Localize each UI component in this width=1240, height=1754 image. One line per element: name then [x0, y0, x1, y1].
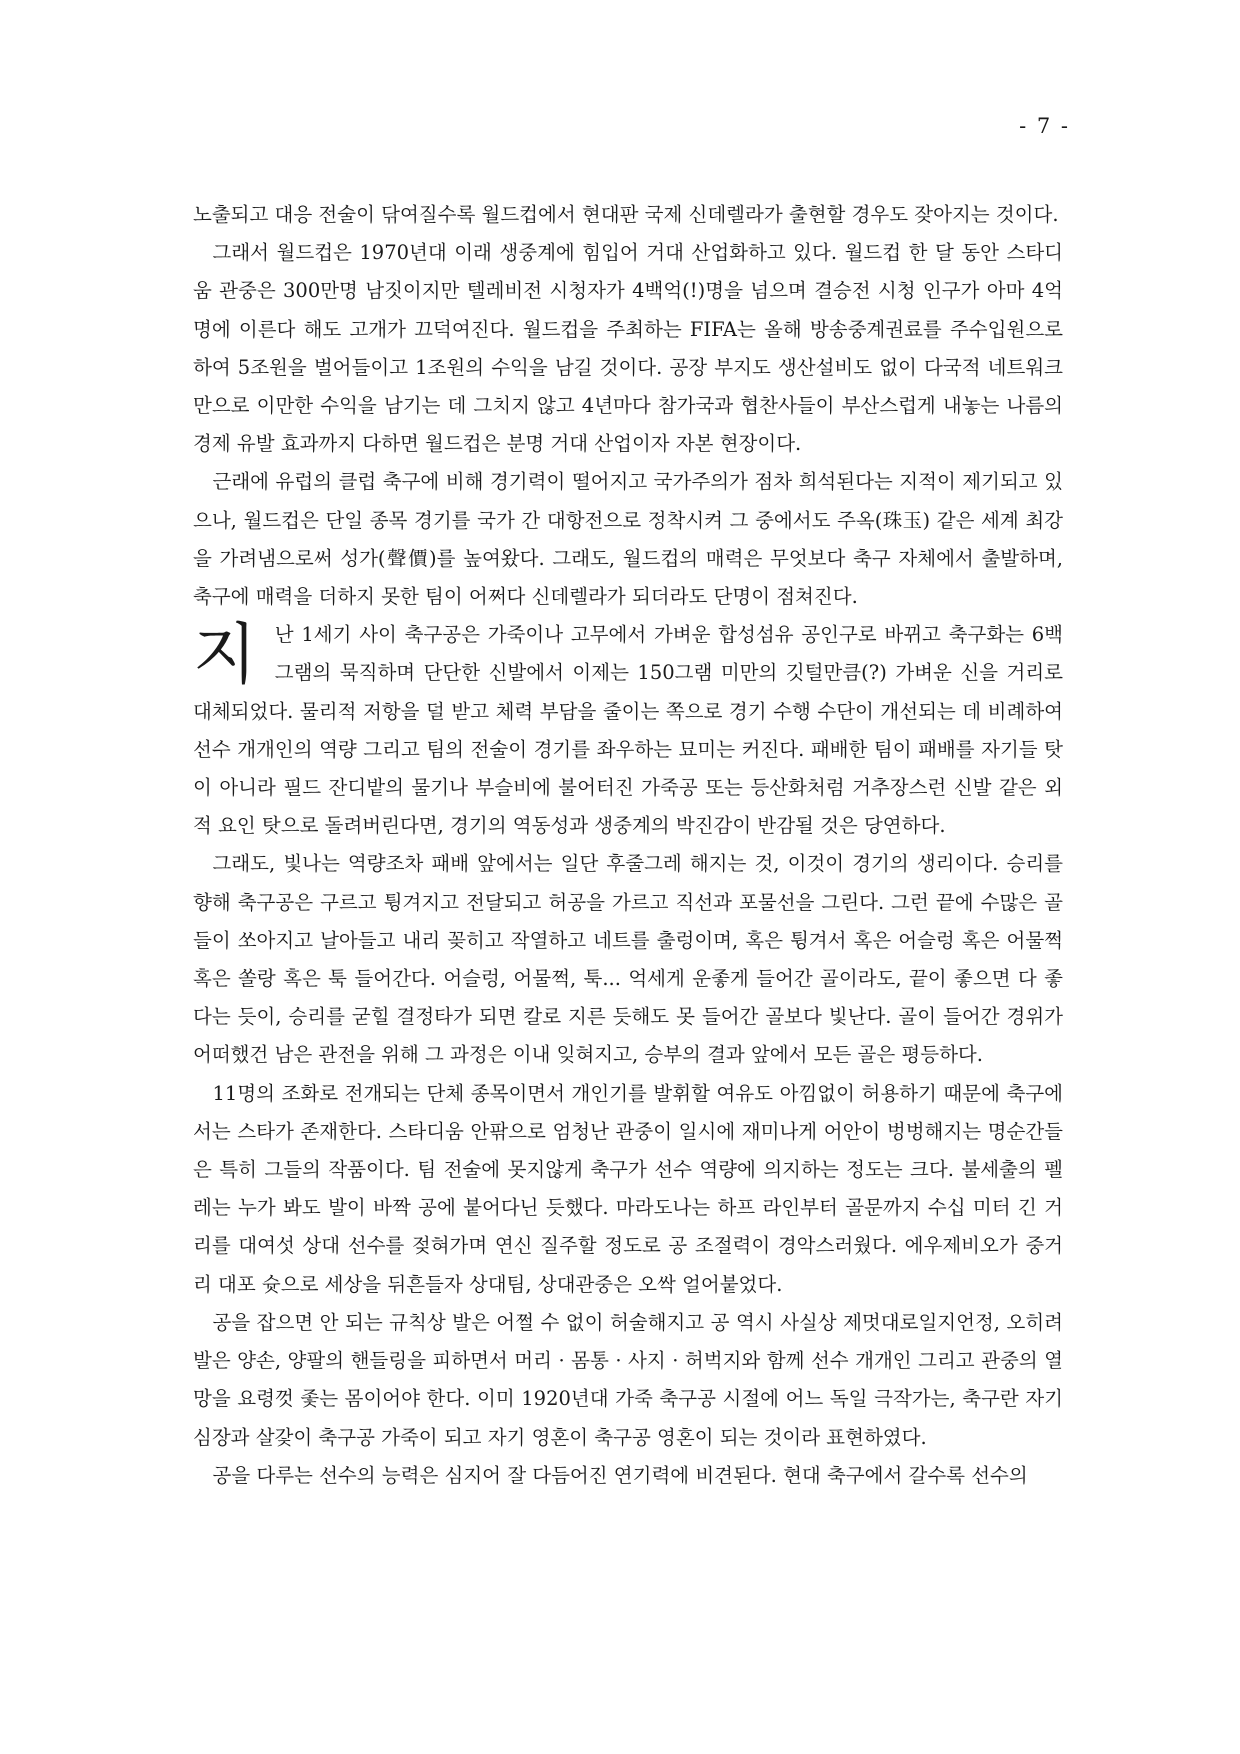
paragraph-4 [193, 616, 1063, 845]
paragraph-1: 노출되고 대응 전술이 닦여질수록 월드컵에서 현대판 국제 신데렐라가 출현할 경우도 잦아지는 것이다. [193, 203, 1059, 226]
page-number: - 7 - [1019, 114, 1070, 138]
paragraph-4-text: 난 1세기 사이 축구공은 가죽이나 고무에서 가벼운 합성섬유 공인구로 바뀌고 축구화는 6백그램의 묵직하며 단단한 신발에서 이제는 150그램 미만의 깃털만큼(?) 가벼운 신을 거리로 대체되었다. 물리적 저항을 덜 받고 체력 부담을 줄이는 쪽으로 경기 수행 수단이 개선되는 데 비례하여 선수 개개인의 역량 그리고 팀의 전술이 경기를 좌우하는 묘미는 커진다. 패배한 팀이 패배를 자기들 탓이 아니라 필드 잔디밭의 물기나 부슬비에 불어터진 가죽공 또는 등산화처럼 거추장스런 신발 같은 외적 요인 탓으로 돌려버린다면, 경기의 역동성과 생중계의 박진감이 반감될 것은 당연하다. [193, 623, 1063, 838]
paragraph-6: 11명의 조화로 전개되는 단체 종목이면서 개인기를 발휘할 여유도 아낌없이 허용하기 때문에 축구에서는 스타가 존재한다. 스타디움 안팎으로 엄청난 관중이 일시에 재미나게 어안이 벙벙해지는 명순간들은 특히 그들의 작품이다. 팀 전술에 못지않게 축구가 선수 역량에 의지하는 정도는 크다. 불세출의 펠레는 누가 봐도 발이 바짝 공에 붙어다닌 듯했다. 마라도나는 하프 라인부터 골문까지 수십 미터 긴 거리를 대여섯 상대 선수를 젖혀가며 연신 질주할 정도로 공 조절력이 경악스러웠다. 에우제비오가 중거리 대포 슛으로 세상을 뒤흔들자 상대팀, 상대관중은 오싹 얼어붙었다. [193, 1081, 1063, 1296]
paragraph-3: 근래에 유럽의 클럽 축구에 비해 경기력이 떨어지고 국가주의가 점차 희석된다는 지적이 제기되고 있으나, 월드컵은 단일 종목 경기를 국가 간 대항전으로 정착시켜 그 중에서도 주옥(珠玉) 같은 세계 최강을 가려냄으로써 성가(聲價)를 높여왔다. 그래도, 월드컵의 매력은 무엇보다 축구 자체에서 출발하며, 축구에 매력을 더하지 못한 팀이 어쩌다 신데렐라가 되더라도 단명이 점쳐진다. [193, 470, 1063, 609]
drop-cap: 지 [193, 616, 257, 694]
paragraph-8: 공을 다루는 선수의 능력은 심지어 잘 다듬어진 연기력에 비견된다. 현대 축구에서 갈수록 선수의 [212, 1463, 1028, 1487]
paragraph-7: 공을 잡으면 안 되는 규칙상 발은 어쩔 수 없이 허술해지고 공 역시 사실상 제멋대로일지언정, 오히려 발은 양손, 양팔의 핸들링을 피하면서 머리 · 몸통 · 사지 · 허벅지와 함께 선수 개개인 그리고 관중의 열망을 요령껏 좇는 몸이어야 한다. 이미 1920년대 가죽 축구공 시절에 어느 독일 극작가는, 축구란 자기 심장과 살갗이 축구공 가죽이 되고 자기 영혼이 축구공 영혼이 되는 것이라 표현하였다. [193, 1310, 1063, 1449]
body-text [193, 196, 1063, 1495]
paragraph-2: 그래서 월드컵은 1970년대 이래 생중계에 힘입어 거대 산업화하고 있다. 월드컵 한 달 동안 스타디움 관중은 300만명 남짓이지만 텔레비전 시청자가 4백억(!)명을 넘으며 결승전 시청 인구가 아마 4억명에 이른다 해도 고개가 끄덕여진다. 월드컵을 주최하는 FIFA는 올해 방송중계권료를 주수입원으로 하여 5조원을 벌어들이고 1조원의 수익을 남길 것이다. 공장 부지도 생산설비도 없이 다국적 네트워크만으로 이만한 수익을 남기는 데 그치지 않고 4년마다 참가국과 협찬사들이 부산스럽게 내놓는 나름의 경제 유발 효과까지 다하면 월드컵은 분명 거대 산업이자 자본 현장이다. [193, 241, 1063, 456]
paragraph-5: 그래도, 빛나는 역량조차 패배 앞에서는 일단 후줄그레 해지는 것, 이것이 경기의 생리이다. 승리를 향해 축구공은 구르고 튕겨지고 전달되고 허공을 가르고 직선과 포물선을 그린다. 그런 끝에 수많은 골들이 쏘아지고 날아들고 내리 꽂히고 작열하고 네트를 출렁이며, 혹은 튕겨서 혹은 어슬렁 혹은 어물쩍 혹은 쏠랑 혹은 툭 들어간다. 어슬렁, 어물쩍, 툭... 억세게 운좋게 들어간 골이라도, 끝이 좋으면 다 좋다는 듯이, 승리를 굳힐 결정타가 되면 칼로 지른 듯해도 못 들어간 골보다 빛난다. 골이 들어간 경위가 어떠했건 남은 관전을 위해 그 과정은 이내 잊혀지고, 승부의 결과 앞에서 모든 골은 평등하다. [193, 852, 1063, 1067]
